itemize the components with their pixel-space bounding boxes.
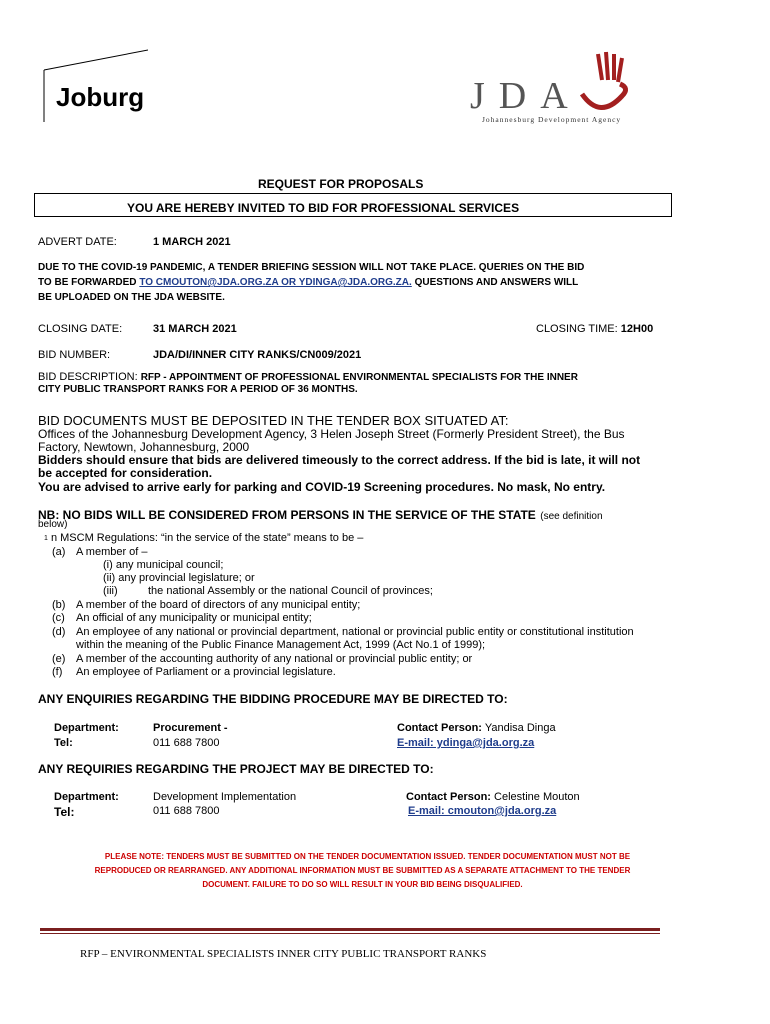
jda-logo-subtitle: Johannesburg Development Agency xyxy=(482,115,622,124)
list-mark: (f) xyxy=(52,666,63,678)
project-enquiries-heading: ANY REQUIRIES REGARDING THE PROJECT MAY BE DIRECTED TO: xyxy=(38,762,434,776)
list-mark: (e) xyxy=(52,653,66,665)
footer-rule-thin xyxy=(40,933,660,934)
bidding-contact xyxy=(397,722,556,734)
list-item-text: A member of the board of directors of any municipal entity; xyxy=(76,599,361,611)
project-tel-label: Tel: xyxy=(54,805,75,819)
nb-intro xyxy=(44,532,363,544)
covid-notice-line2-pre: TO BE FORWARDED xyxy=(38,277,140,288)
bid-description-line2: CITY PUBLIC TRANSPORT RANKS FOR A PERIOD OF 36 MONTHS. xyxy=(38,384,358,395)
bid-description-text1: RFP - APPOINTMENT OF PROFESSIONAL ENVIRONMENTAL SPECIALISTS FOR THE INNER xyxy=(140,372,578,383)
closing-date-label: CLOSING DATE: xyxy=(38,323,123,335)
bidding-dept-value: Procurement - xyxy=(153,722,228,734)
note-line1: PLEASE NOTE: TENDERS MUST BE SUBMITTED ON THE TENDER DOCUMENTATION ISSUED. TENDER DOCUMENTATION MUST NOT BE xyxy=(104,852,631,861)
deposit-address1: Offices of the Johannesburg Development Agency, 3 Helen Joseph Street (Formerly President Street), the Bus xyxy=(38,427,625,441)
bid-description-label: BID DESCRIPTION: xyxy=(38,371,138,383)
deposit-address2: Factory, Newtown, Johannesburg, 2000 xyxy=(38,440,250,454)
list-item-text: within the meaning of the Public Finance Management Act, 1999 (Act No.1 of 1999); xyxy=(76,639,486,651)
project-tel-value: 011 688 7800 xyxy=(153,805,220,817)
covid-notice-line1: DUE TO THE COVID-19 PANDEMIC, A TENDER BRIEFING SESSION WILL NOT TAKE PLACE. QUERIES ON THE BID xyxy=(38,262,585,273)
note-line3: DOCUMENT. FAILURE TO DO SO WILL RESULT IN YOUR BID BEING DISQUALIFIED. xyxy=(202,880,523,889)
list-mark: (d) xyxy=(52,626,66,638)
joburg-logo xyxy=(40,48,148,124)
nb-intro-text: n MSCM Regulations: “in the service of the state” means to be – xyxy=(50,532,364,544)
advert-date-label: ADVERT DATE: xyxy=(38,236,117,248)
covid-notice-line2 xyxy=(38,277,578,288)
bidding-contact-name: Yandisa Dinga xyxy=(481,722,556,734)
closing-time xyxy=(536,323,653,335)
list-item-text: A member of the accounting authority of any national or provincial public entity; or xyxy=(76,653,473,665)
deposit-warning2: be accepted for consideration. xyxy=(38,466,213,480)
bidding-contact-label: Contact Person: xyxy=(397,722,482,734)
bidding-tel-label: Tel: xyxy=(54,737,73,749)
project-contact xyxy=(406,791,580,803)
covid-notice-line3: BE UPLOADED ON THE JDA WEBSITE. xyxy=(38,292,225,303)
covid-notice-line2-post: QUESTIONS AND ANSWERS WILL xyxy=(411,277,579,288)
joburg-logo-text: Joburg xyxy=(56,82,145,112)
bidding-enquiries-heading: ANY ENQUIRIES REGARDING THE BIDDING PROCEDURE MAY BE DIRECTED TO: xyxy=(38,692,508,706)
list-mark: (a) xyxy=(52,546,66,558)
list-item-text: An employee of Parliament or a provincial legislature. xyxy=(76,666,336,678)
bid-number-label: BID NUMBER: xyxy=(38,349,111,361)
list-item-text: An official of any municipality or municipal entity; xyxy=(76,612,312,624)
list-item-text: (ii) any provincial legislature; or xyxy=(103,572,255,584)
bidding-tel-value: 011 688 7800 xyxy=(153,737,220,749)
closing-date-value: 31 MARCH 2021 xyxy=(153,323,237,335)
list-mark: (iii) xyxy=(103,585,118,597)
nb-see-definition: (see definition xyxy=(540,511,603,522)
page-title: REQUEST FOR PROPOSALS xyxy=(258,177,424,191)
closing-time-value: 12H00 xyxy=(620,323,654,335)
nb-heading: NB: NO BIDS WILL BE CONSIDERED FROM PERSONS IN THE SERVICE OF THE STATE xyxy=(38,508,536,522)
list-mark: (b) xyxy=(52,599,66,611)
deposit-warning1: Bidders should ensure that bids are delivered timeously to the correct address. If the bid is late, it will not xyxy=(38,453,641,467)
footnote-mark: 1 xyxy=(44,535,48,542)
list-item xyxy=(52,546,65,558)
query-email-link[interactable]: TO CMOUTON@JDA.ORG.ZA OR YDINGA@JDA.ORG.ZA. xyxy=(139,277,412,288)
invite-text: YOU ARE HEREBY INVITED TO BID FOR PROFESSIONAL SERVICES xyxy=(127,201,520,215)
project-dept-value: Development Implementation xyxy=(153,791,297,803)
bidding-email-link[interactable]: E-mail: ydinga@jda.org.za xyxy=(397,737,535,749)
deposit-warning3: You are advised to arrive early for parking and COVID-19 Screening procedures. No mask, No entry. xyxy=(38,480,606,494)
project-contact-label: Contact Person: xyxy=(406,791,491,803)
list-item-text: A member of – xyxy=(76,546,148,558)
project-email-link[interactable]: E-mail: cmouton@jda.org.za xyxy=(408,805,557,817)
nb-line xyxy=(38,506,603,524)
list-item-text: the national Assembly or the national Council of provinces; xyxy=(148,585,433,597)
project-contact-name: Celestine Mouton xyxy=(490,791,580,803)
list-item-text: An employee of any national or provincial department, national or provincial public entity or constitutional institution xyxy=(76,626,634,638)
jda-logo xyxy=(470,50,650,128)
advert-date-value: 1 MARCH 2021 xyxy=(153,236,231,248)
list-item-text: (i) any municipal council; xyxy=(103,559,224,571)
note-line2: REPRODUCED OR REARRANGED. ANY ADDITIONAL INFORMATION MUST BE SUBMITTED AS A SEPARATE ATTACHMENT TO THE TENDER xyxy=(94,866,631,875)
footer-rule-thick xyxy=(40,928,660,931)
closing-time-label: CLOSING TIME: xyxy=(536,323,618,335)
footer-text: RFP – ENVIRONMENTAL SPECIALISTS INNER CITY PUBLIC TRANSPORT RANKS xyxy=(80,948,487,960)
project-dept-label: Department: xyxy=(54,791,119,803)
bidding-dept-label: Department: xyxy=(54,722,119,734)
nb-below: below) xyxy=(38,519,68,530)
jda-logo-letters: JDA xyxy=(470,75,582,117)
list-mark: (c) xyxy=(52,612,65,624)
deposit-heading: BID DOCUMENTS MUST BE DEPOSITED IN THE TENDER BOX SITUATED AT: xyxy=(38,413,509,428)
bid-number-value: JDA/DI/INNER CITY RANKS/CN009/2021 xyxy=(153,349,362,361)
bid-description-line1 xyxy=(38,371,578,383)
